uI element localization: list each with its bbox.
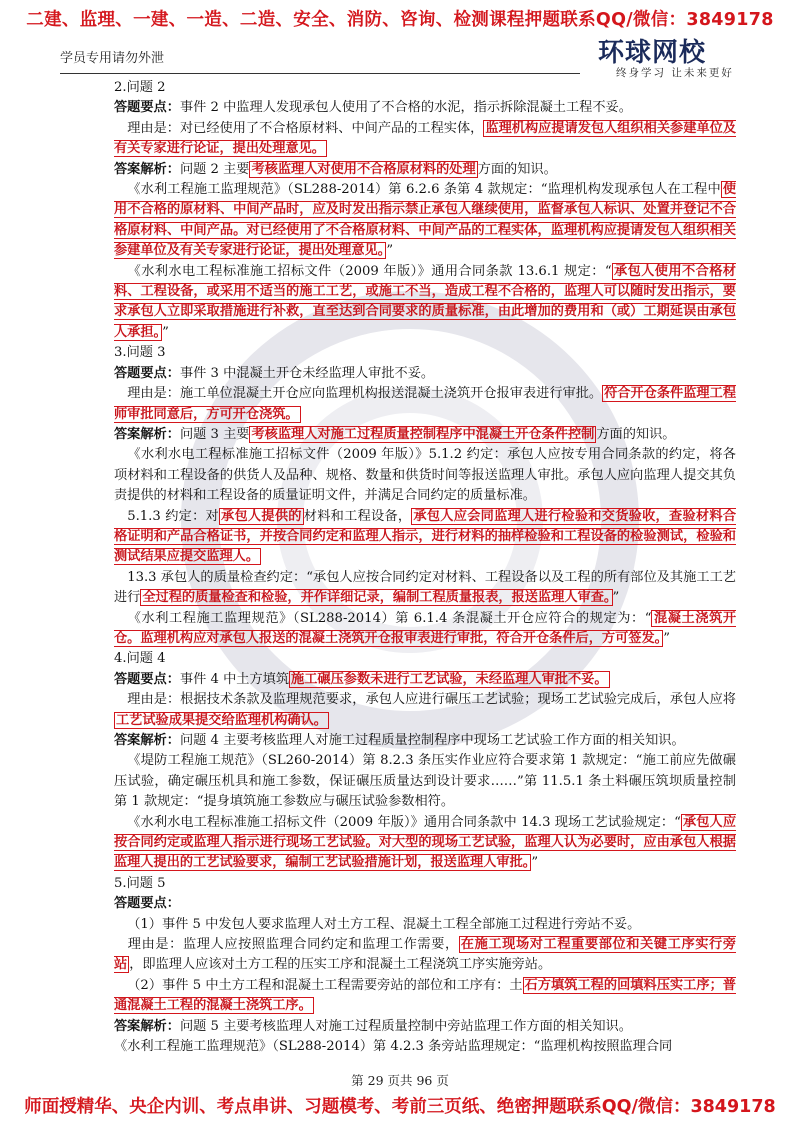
- top-promo-banner: 二建、监理、一建、一造、二造、安全、消防、咨询、检测课程押题联系QQ/微信：3849178: [26, 10, 774, 30]
- highlight-box: 混凝土浇筑开仓。监理机构应对承包人报送的混凝土浇筑开仓报审表进行审批，符合开仓条件后，方可签发。: [114, 610, 737, 646]
- q5-reason: 理由是：监理人应按照监理合同约定和监理工作需要， 在施工现场对工程重要部位和关键工序实行旁站 ，即监理人应该对土方工程的压实工序和混凝土工程浇筑工序实施旁站。: [114, 937, 736, 973]
- highlight-box: 施工碾压参数未进行工艺试验，未经监理人审批不妥。: [291, 671, 608, 687]
- q3-standard-1: 《水利水电工程标准施工招标文件（2009 年版）》5.1.2 约定：承包人应按专用合同条款的约定，将各项材料和工程设备的供货人及品种、规格、数量和供货时间等报送监理人审批。承包人应向监理人提交其负责提供的材料和工程设备的质量证明文件，并满足合同约定的质量标准。: [114, 447, 736, 504]
- q3-heading: 3.问题 3: [114, 345, 166, 361]
- q2-standard-1: 《水利工程施工监理规范》（SL288-2014）第 6.2.6 条第 4 款规定：“监理机构发现承包人在工程中 使用不合格的原材料、中间产品时，应及时发出指示禁止承包人继续使用，监督承包人标识、处置并登记不合格原材料、中间产品。对已经使用了不合格原材料、中间产品的工程实体，监理机构应提请发包人组织相关参建单位及有关专家进行论证，提出处理意见。 ”: [114, 182, 736, 259]
- q2-key-points: 答题要点：事件 2 中监理人发现承包人使用了不合格的水泥，指示拆除混凝土工程不妥。: [114, 100, 632, 116]
- q4-key-points: 答题要点：事件 4 中土方填筑 施工碾压参数未进行工艺试验，未经监理人审批不妥。: [114, 671, 608, 687]
- q4-reason: 理由是：根据技术条款及监理规范要求，承包人应进行碾压工艺试验；现场工艺试验完成后，承包人应将工艺试验成果提交给监理机构确认。: [116, 692, 736, 728]
- highlight-box: 考核监理人对施工过程质量控制程序中混凝土开仓条件控制: [251, 426, 595, 442]
- q2-explanation: 答案解析：问题 2 主要 考核监理人对使用不合格原材料的处理 方面的知识。: [114, 161, 557, 177]
- q5-explanation: 答案解析：问题 5 主要考核监理人对施工过程质量控制中旁站监理工作方面的相关知识。: [114, 1018, 632, 1034]
- highlight-box: 承包人提供的: [221, 508, 302, 524]
- highlight-box: 符合开仓条件监理工程师审批同意后，方可开仓浇筑。: [114, 386, 737, 422]
- highlight-box: 工艺试验成果提交给监理机构确认。: [116, 712, 327, 728]
- header-confidential-note: 学员专用请勿外泄: [60, 51, 165, 66]
- logo-tagline: 终身学习 让未来更好: [616, 67, 734, 79]
- q4-standard-1: 《堤防工程施工规范》（SL260-2014）第 8.2.3 条压实作业应符合要求第 1 款规定：“施工前应先做碾压试验，确定碾压机具和施工参数，保证碾压质量达到设计要求……”第 11.5.1 条土料碾压筑坝质量控制第 1 款规定：“提身填筑施工参数应与碾压试验参数相符。: [114, 753, 736, 810]
- highlight-box: 承包人使用不合格材料、工程设备，或采用不适当的施工工艺，或施工不当，造成工程不合格的，监理人可以随时发出指示，要求承包人立即采取措施进行补救，直至达到合同要求的质量标准，由此增加的费用和（或）工期延误由承包人承担。: [114, 263, 736, 340]
- q3-explanation: 答案解析：问题 3 主要 考核监理人对施工过程质量控制程序中混凝土开仓条件控制 方面的知识。: [114, 426, 676, 442]
- highlight-box: 在施工现场对工程重要部位和关键工序实行旁站: [114, 937, 736, 973]
- q3-standard-3: 13.3 承包人的质量检查约定：“承包人应按合同约定对材料、工程设备以及工程的所有部位及其施工工艺进行 全过程的质量检查和检验，并作详细记录，编制工程质量报表，报送监理人审查。 ”: [114, 569, 736, 606]
- q5-heading: 5.问题 5: [114, 875, 166, 891]
- q5-item-1: （1）事件 5 中发包人要求监理人对土方工程、混凝土工程全部施工过程进行旁站不妥。: [127, 916, 641, 932]
- header-divider: [60, 73, 580, 74]
- bottom-promo-banner: 师面授精华、央企内训、考点串讲、习题模考、考前三页纸、绝密押题联系QQ/微信：3849178: [24, 1097, 776, 1117]
- q2-reason: 理由是：对已经使用了不合格原材料、中间产品的工程实体， 监理机构应提请发包人组织相关参建单位及有关专家进行论证，提出处理意见。: [114, 120, 737, 157]
- q4-explanation: 答案解析：问题 4 主要考核监理人对施工过程质量控制程序中现场工艺试验工作方面的相关知识。: [114, 733, 685, 748]
- q2-standard-2: 《水利水电工程标准施工招标文件（2009 年版）》通用合同条款 13.6.1 规定：“ 承包人使用不合格材料、工程设备，或采用不适当的施工工艺，或施工不当，造成工程不合格的，监理人可以随时发出指示，要求承包人立即采取措施进行补救，直至达到合同要求的质量标准，由此增加的费用和（或）工期延误由承包人承担。 ”: [114, 263, 736, 340]
- q4-standard-2: 《水利水电工程标准施工招标文件（2009 年版）》通用合同条款中 14.3 现场工艺试验规定：“ 承包人应按合同约定或监理人指示进行现场工艺试验。对大型的现场工艺试验，监理人认为必要时，应由承包人根据监理人提出的工艺试验要求，编制工艺试验措施计划，报送监理人审批。 ”: [114, 814, 737, 871]
- logo-text: 环球网校: [598, 38, 707, 68]
- highlight-box: 承包人应按合同约定或监理人指示进行现场工艺试验。对大型的现场工艺试验，监理人认为必要时，应由承包人根据监理人提出的工艺试验要求，编制工艺试验措施计划，报送监理人审批。: [114, 814, 737, 871]
- q5-standard-1: 《水利工程施工监理规范》（SL288-2014）第 4.2.3 条旁站监理规定：“监理机构按照监理合同: [114, 1039, 673, 1055]
- q3-standard-2: 5.1.3 约定：对 承包人提供的 材料和工程设备， 承包人应会同监理人进行检验和交货验收，查验材料合格证明和产品合格证书，并按合同约定和监理人指示，进行材料的抽样检验和工程设备的检验测试，检验和测试结果应提交监理人。: [114, 508, 737, 565]
- highlight-box: 承包人应会同监理人进行检验和交货验收，查验材料合格证明和产品合格证书，并按合同约定和监理人指示，进行材料的抽样检验和工程设备的检验测试，检验和测试结果应提交监理人。: [114, 508, 737, 565]
- document-body: [114, 78, 736, 1058]
- highlight-box: 监理机构应提请发包人组织相关参建单位及有关专家进行论证，提出处理意见。: [114, 120, 737, 157]
- highlight-box: 使用不合格的原材料、中间产品时，应及时发出指示禁止承包人继续使用，监督承包人标识、处置并登记不合格原材料、中间产品。对已经使用了不合格原材料、中间产品的工程实体，监理机构应提请发包人组织相关参建单位及有关专家进行论证，提出处理意见。: [114, 182, 736, 259]
- q5-key-points-label: 答题要点：: [114, 896, 180, 912]
- page-number: 第 29 页共 96 页: [351, 1073, 449, 1088]
- highlight-box: 全过程的质量检查和检验，并作详细记录，编制工程质量报表，报送监理人审查。: [142, 590, 611, 606]
- q2-heading: 2.问题 2: [114, 80, 166, 95]
- q3-reason: 理由是：施工单位混凝土开仓应向监理机构报送混凝土浇筑开仓报审表进行审批。 符合开仓条件监理工程师审批同意后，方可开仓浇筑。: [114, 386, 737, 422]
- q3-key-points: 答题要点：事件 3 中混凝土开仓未经监理人审批不妥。: [114, 365, 435, 381]
- q5-item-2: （2）事件 5 中土方工程和混凝土工程需要旁站的部位和工序有：土 石方填筑工程的回填料压实工序；普通混凝土工程的混凝土浇筑工序。: [114, 977, 736, 1014]
- q4-heading: 4.问题 4: [114, 651, 166, 667]
- q3-standard-4: 《水利工程施工监理规范》（SL288-2014）第 6.1.4 条混凝土开仓应符合的规定为：“ 混凝土浇筑开仓。监理机构应对承包人报送的混凝土浇筑开仓报审表进行审批，符合开仓条件后，方可签发。 ”: [114, 610, 737, 646]
- highlight-box: 石方填筑工程的回填料压实工序；普通混凝土工程的混凝土浇筑工序。: [114, 977, 736, 1014]
- brand-logo: [590, 32, 750, 78]
- highlight-box: 考核监理人对使用不合格原材料的处理: [251, 161, 476, 177]
